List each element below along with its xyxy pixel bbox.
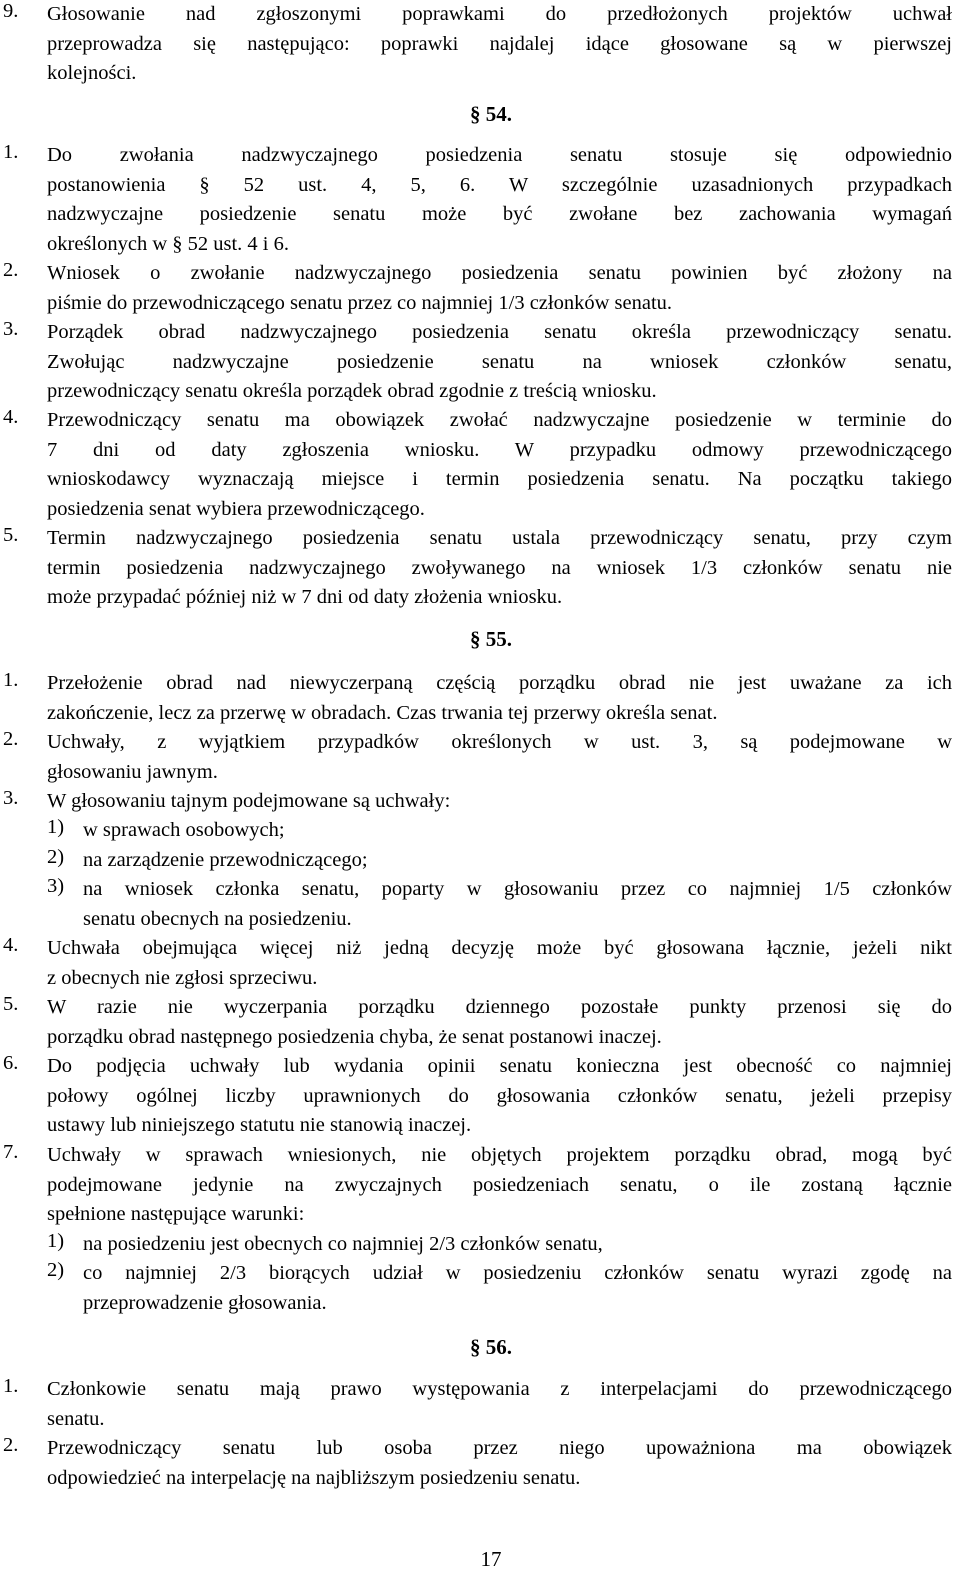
text-line: odpowiedzieć na interpelację na najbliższym posiedzeniu senatu. bbox=[47, 1466, 581, 1489]
text-line: Uchwały, z wyjątkiem przypadków określonych w ust. 3, są podejmowane w bbox=[47, 731, 952, 753]
text-line: Termin nadzwyczajnego posiedzenia senatu ustala przewodniczący senatu, przy czym bbox=[47, 527, 952, 549]
text-line: nadzwyczajne posiedzenie senatu może być zwołane bez zachowania wymagań bbox=[47, 203, 952, 225]
text-line: Przewodniczący senatu lub osoba przez niego upoważniona ma obowiązek bbox=[47, 1437, 952, 1459]
text-line: posiedzenia senat wybiera przewodniczącego. bbox=[47, 497, 425, 520]
text-line: 7 dni od daty zgłoszenia wniosku. W przypadku odmowy przewodniczącego bbox=[47, 438, 952, 461]
item-number: 1. bbox=[3, 141, 19, 163]
text-line: głosowaniu jawnym. bbox=[47, 760, 218, 783]
text-line: przeprowadza się następująco: poprawki najdalej idące głosowane są w pierwszej bbox=[47, 32, 952, 55]
item-number: 1. bbox=[3, 669, 19, 691]
text-line: senatu obecnych na posiedzeniu. bbox=[83, 907, 352, 930]
item-text bbox=[47, 1375, 952, 1434]
text-line: może przypadać później niż w 7 dni od daty złożenia wniosku. bbox=[47, 586, 563, 608]
item-number: 5. bbox=[3, 993, 19, 1015]
sub-item-number: 2) bbox=[47, 846, 65, 868]
sub-item-number: 2) bbox=[47, 1259, 65, 1281]
item-text bbox=[47, 0, 952, 89]
text-line: Do zwołania nadzwyczajnego posiedzenia senatu stosuje się odpowiednio bbox=[47, 144, 952, 166]
text-line: piśmie do przewodniczącego senatu przez co najmniej 1/3 członków senatu. bbox=[47, 291, 673, 314]
text-line: na wniosek członka senatu, poparty w głosowaniu przez co najmniej 1/5 członków bbox=[83, 878, 952, 900]
sub-item-text bbox=[83, 1259, 952, 1318]
text-line: kolejności. bbox=[47, 62, 137, 84]
text-line: ustawy lub niniejszego statutu nie stanowią inaczej. bbox=[47, 1114, 472, 1136]
item-number: 9. bbox=[3, 0, 19, 22]
sub-item-number: 3) bbox=[47, 875, 65, 897]
section-heading bbox=[0, 1332, 960, 1362]
item-text bbox=[47, 934, 952, 993]
sub-item-number: 1) bbox=[47, 816, 65, 838]
item-number: 1. bbox=[3, 1375, 19, 1397]
text-line: połowy ogólnej liczby uprawnionych do głosowania członków senatu, jeżeli przepisy bbox=[47, 1084, 952, 1107]
item-text bbox=[47, 318, 952, 407]
item-text bbox=[47, 524, 952, 613]
text-line: zakończenie, lecz za przerwę w obradach. Czas trwania tej przerwy określa senat. bbox=[47, 701, 718, 724]
text-line: w sprawach osobowych; bbox=[83, 819, 285, 841]
section-heading bbox=[0, 624, 960, 654]
text-line: spełnione następujące warunki: bbox=[47, 1203, 305, 1225]
item-number: 7. bbox=[3, 1141, 19, 1163]
section-heading-text: § 55. bbox=[470, 627, 512, 651]
text-line: z obecnych nie zgłosi sprzeciwu. bbox=[47, 966, 318, 989]
text-line: Głosowanie nad zgłoszonymi poprawkami do przedłożonych projektów uchwał bbox=[47, 3, 952, 25]
text-line: termin posiedzenia nadzwyczajnego zwoływanego na wniosek 1/3 członków senatu nie bbox=[47, 556, 952, 579]
item-text bbox=[47, 259, 952, 318]
text-line: porządku obrad następnego posiedzenia chyba, że senat postanowi inaczej. bbox=[47, 1025, 662, 1048]
text-line: senatu. bbox=[47, 1407, 105, 1430]
text-line: W głosowaniu tajnym podejmowane są uchwały: bbox=[47, 790, 451, 812]
sub-item-text bbox=[83, 875, 952, 934]
item-text bbox=[47, 669, 952, 728]
item-text bbox=[47, 728, 952, 787]
text-line: podejmowane jedynie na zwyczajnych posiedzeniach senatu, o ile zostaną łącznie bbox=[47, 1173, 952, 1196]
section-heading-text: § 56. bbox=[470, 1335, 512, 1359]
text-line: Członkowie senatu mają prawo występowania z interpelacjami do przewodniczącego bbox=[47, 1378, 952, 1400]
item-number: 6. bbox=[3, 1052, 19, 1074]
item-number: 5. bbox=[3, 524, 19, 546]
item-number: 3. bbox=[3, 787, 19, 809]
item-text bbox=[47, 406, 952, 524]
sub-item-text bbox=[83, 1230, 952, 1260]
text-line: Przewodniczący senatu ma obowiązek zwołać nadzwyczajne posiedzenie w terminie do bbox=[47, 409, 952, 431]
item-text bbox=[47, 787, 952, 817]
item-number: 3. bbox=[3, 318, 19, 340]
text-line: Do podjęcia uchwały lub wydania opinii senatu konieczna jest obecność co najmniej bbox=[47, 1055, 952, 1077]
sub-item-text bbox=[83, 816, 952, 846]
page-number bbox=[0, 1546, 960, 1572]
item-number: 4. bbox=[3, 934, 19, 956]
text-line: Wniosek o zwołanie nadzwyczajnego posiedzenia senatu powinien być złożony na bbox=[47, 262, 952, 284]
text-line: Porządek obrad nadzwyczajnego posiedzenia senatu określa przewodniczący senatu. bbox=[47, 321, 952, 343]
text-line: Zwołując nadzwyczajne posiedzenie senatu na wniosek członków senatu, bbox=[47, 350, 952, 373]
section-heading-text: § 54. bbox=[470, 102, 512, 126]
page-number-text: 17 bbox=[480, 1547, 502, 1571]
item-number: 4. bbox=[3, 406, 19, 428]
section-heading bbox=[0, 99, 960, 129]
item-number: 2. bbox=[3, 728, 19, 750]
text-line: wnioskodawcy wyznaczają miejsce i termin posiedzenia senatu. Na początku takiego bbox=[47, 468, 952, 490]
text-line: Przełożenie obrad nad niewyczerpaną częścią porządku obrad nie jest uważane za ich bbox=[47, 672, 952, 694]
sub-item-number: 1) bbox=[47, 1230, 65, 1252]
sub-item-text bbox=[83, 846, 952, 876]
item-number: 2. bbox=[3, 259, 19, 281]
text-line: W razie nie wyczerpania porządku dziennego pozostałe punkty przenosi się do bbox=[47, 996, 952, 1018]
item-text bbox=[47, 1434, 952, 1493]
item-number: 2. bbox=[3, 1434, 19, 1456]
text-line: Uchwały w sprawach wniesionych, nie objętych projektem porządku obrad, mogą być bbox=[47, 1144, 952, 1166]
text-line: przewodniczący senatu określa porządek obrad zgodnie z treścią wniosku. bbox=[47, 380, 657, 402]
text-line: przeprowadzenie głosowania. bbox=[83, 1291, 327, 1314]
text-line: co najmniej 2/3 biorących udział w posiedzeniu członków senatu wyrazi zgodę na bbox=[83, 1262, 952, 1284]
item-text bbox=[47, 1052, 952, 1141]
item-text bbox=[47, 993, 952, 1052]
text-line: określonych w § 52 ust. 4 i 6. bbox=[47, 232, 289, 255]
text-line: postanowienia § 52 ust. 4, 5, 6. W szczególnie uzasadnionych przypadkach bbox=[47, 173, 952, 196]
text-line: Uchwała obejmująca więcej niż jedną decyzję może być głosowana łącznie, jeżeli nikt bbox=[47, 937, 952, 959]
item-text bbox=[47, 1141, 952, 1230]
text-line: na posiedzeniu jest obecnych co najmniej 2/3 członków senatu, bbox=[83, 1233, 603, 1255]
text-line: na zarządzenie przewodniczącego; bbox=[83, 849, 368, 871]
item-text bbox=[47, 141, 952, 259]
